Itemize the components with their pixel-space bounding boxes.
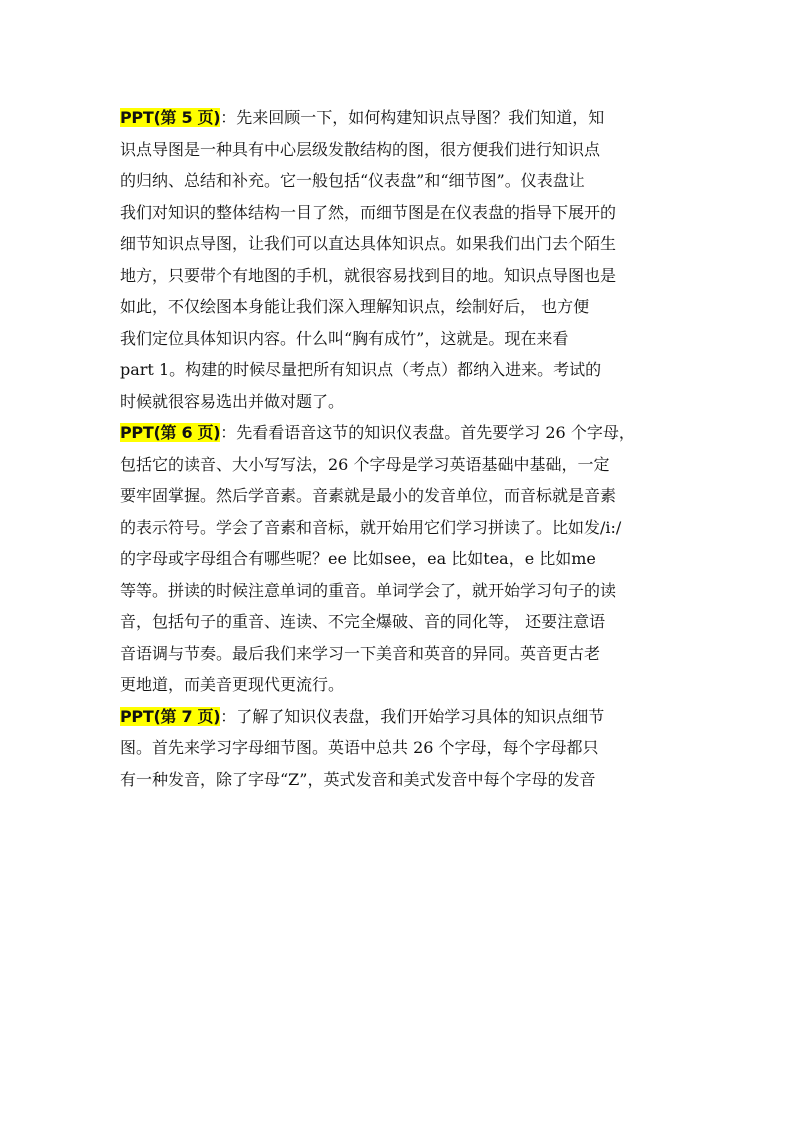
text-line: 的表示符号。学会了音素和音标，就开始用它们学习拼读了。比如发/i:/ [120,517,622,537]
text-line: 包括它的读音、大小写写法，26 个字母是学习英语基础中基础，一定 [120,454,610,474]
text-line: 等等。拼读的时候注意单词的重音。单词学会了，就开始学习句子的读 [120,580,617,600]
text-line: 要牢固掌握。然后学音素。音素就是最小的发音单位，而音标就是音素 [120,486,617,505]
text-line: 如此，不仅绘图本身能让我们深入理解知识点，绘制好后， 也方便 [120,297,590,316]
paragraph-ppt-6 [120,417,680,701]
text-line: 有一种发音，除了字母“Z”，英式发音和美式发音中每个字母的发音 [120,769,596,789]
text-line: 地方，只要带个有地图的手机，就很容易找到目的地。知识点导图也是 [120,265,617,285]
text-line: 的归纳、总结和补充。它一般包括“仪表盘”和“细节图”。仪表盘让 [120,171,585,190]
paragraph-ppt-7 [120,701,680,796]
text-line: 识点导图是一种具有中心层级发散结构的图，很方便我们进行知识点 [120,139,601,159]
text-line: 更地道，而美音更现代更流行。 [120,675,345,694]
text-line: 细节知识点导图，让我们可以直达具体知识点。如果我们出门去个陌生 [120,234,617,253]
text-line [120,417,680,449]
text-line-content: ：先来回顾一下，如何构建知识点导图？我们知道，知 [220,108,605,127]
text-line [120,701,680,733]
document-page [120,102,680,795]
paragraph-ppt-5 [120,102,680,417]
text-line: 的字母或字母组合有哪些呢？ee 比如see，ea 比如tea，e 比如me [120,549,596,568]
text-line [120,102,680,134]
text-line: 我们对知识的整体结构一目了然，而细节图是在仪表盘的指导下展开的 [120,202,617,222]
text-line: 音，包括句子的重音、连读、不完全爆破、音的同化等， 还要注意语 [120,612,606,631]
text-line-content: ：先看看语音这节的知识仪表盘。首先要学习 26 个字母， [220,423,635,442]
slide-label-highlight: PPT(第 7 页) [120,706,221,726]
text-line: 图。首先来学习字母细节图。英语中总共 26 个字母，每个字母都只 [120,738,599,757]
slide-label-highlight: PPT(第 5 页) [120,108,221,127]
text-line-content: ：了解了知识仪表盘，我们开始学习具体的知识点细节 [220,706,605,726]
text-line: 时候就很容易选出并做对题了。 [120,391,345,411]
text-line: part 1。构建的时候尽量把所有知识点（考点）都纳入进来。考试的 [120,360,602,379]
slide-label-highlight: PPT(第 6 页) [120,423,221,442]
text-line: 音语调与节奏。最后我们来学习一下美音和英音的异同。英音更古老 [120,643,601,663]
text-line: 我们定位具体知识内容。什么叫“胸有成竹”，这就是。现在来看 [120,328,569,348]
